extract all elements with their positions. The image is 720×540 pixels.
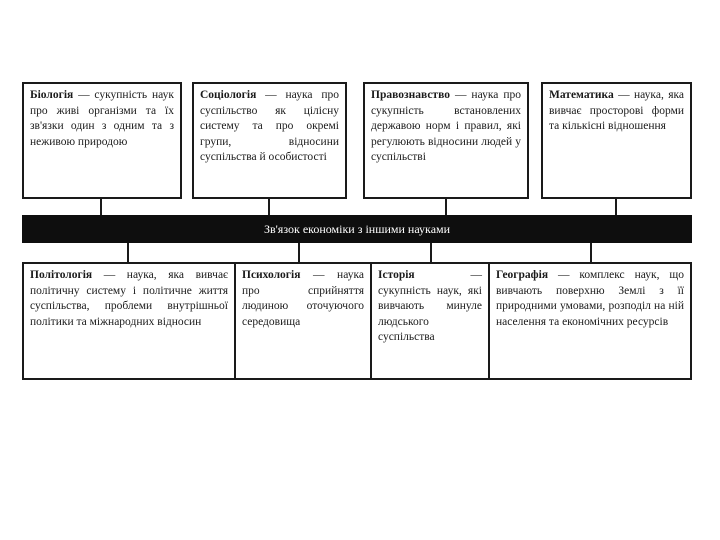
term-history: Історія <box>378 269 471 281</box>
center-bar <box>22 215 692 243</box>
box-history <box>372 264 490 378</box>
box-psychology <box>236 264 372 378</box>
connector-sociology <box>268 199 270 215</box>
box-geography <box>490 264 690 378</box>
definition-mathematics: — наука, яка вивчає просторові форми та кількісні відношення <box>549 89 684 132</box>
box-mathematics <box>541 82 692 199</box>
definition-history: — сукупність наук, які вивчають минуле людського суспільства <box>378 269 482 343</box>
connector-politology <box>127 243 129 262</box>
bottom-row <box>22 262 692 380</box>
box-politology <box>24 264 236 378</box>
definition-law: — наука про сукупність встановлених державою норм і правил, які регулюють відносини людей у суспільстві <box>371 89 521 163</box>
connector-history <box>430 243 432 262</box>
connector-geography <box>590 243 592 262</box>
term-geography: Географія <box>496 269 558 281</box>
box-sociology <box>192 82 347 199</box>
center-bar-title: Зв'язок економіки з іншими науками <box>263 222 451 236</box>
definition-politology: — наука, яка вивчає політичну систему і політичне життя суспільства, проблеми внутрішньої політики та міжнародних відносин <box>30 269 228 328</box>
term-psychology: Психологія <box>242 269 313 281</box>
connector-psychology <box>298 243 300 262</box>
connector-mathematics <box>615 199 617 215</box>
box-law <box>363 82 529 199</box>
term-politology: Політологія <box>30 269 104 281</box>
term-sociology: Соціологія <box>200 89 266 101</box>
term-law: Правознавство <box>371 89 455 101</box>
connector-biology <box>100 199 102 215</box>
connector-law <box>445 199 447 215</box>
term-mathematics: Математика <box>549 89 619 101</box>
definition-geography: — комплекс наук, що вивчають поверхню Землі з її природними умовами, розподіл на ній населення та економічних ресурсів <box>496 269 684 328</box>
definition-sociology: — наука про суспільство як цілісну систему та про окремі групи, відносини суспільства й особистості <box>200 89 339 163</box>
box-biology <box>22 82 182 199</box>
definition-biology: — сукупність наук про живі організми та їх зв'язки один з одним та з неживою природою <box>30 89 174 148</box>
term-biology: Біологія <box>30 89 79 101</box>
definition-psychology: — наука про сприйняття людиною оточуючого середовища <box>242 269 364 328</box>
